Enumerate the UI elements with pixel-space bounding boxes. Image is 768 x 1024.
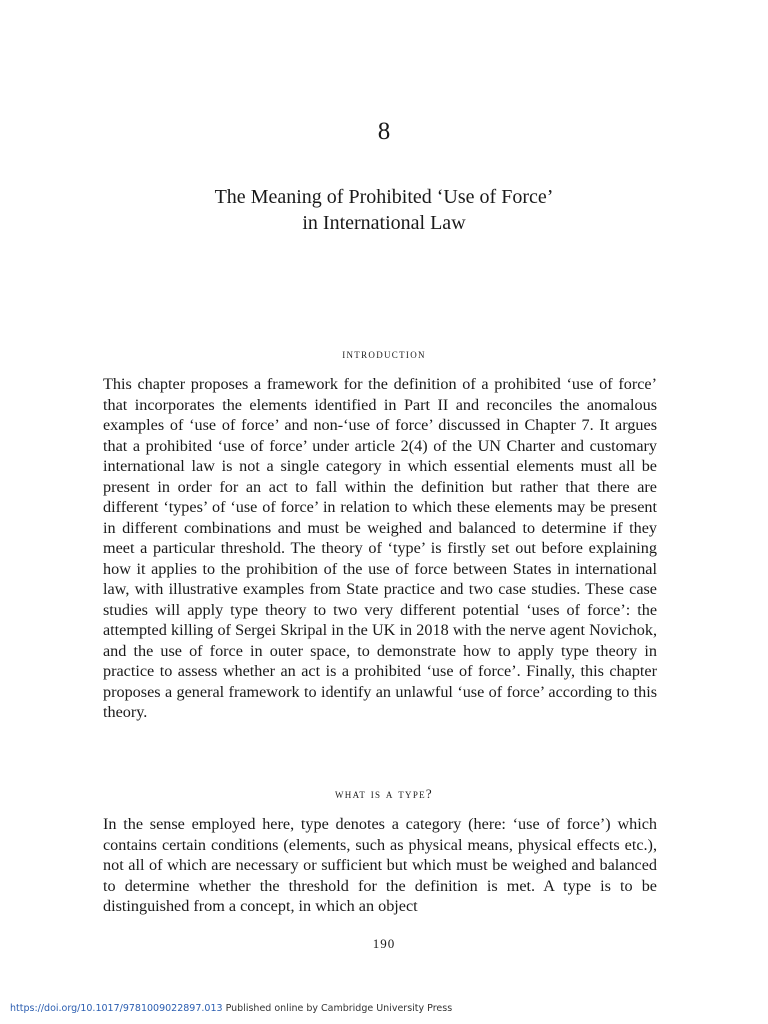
what-is-a-type-paragraph: In the sense employed here, type denotes a category (here: ‘use of force’) which contains certain conditions (elements, such as physical means, physical effects etc.), not all of which are necessary or sufficient but which must be weighed and balanced to determine whether the threshold for the definition is met. A type is to be distinguished from a concept, in which an object bbox=[103, 815, 657, 915]
published-notice: Published online by Cambridge University Press bbox=[225, 1003, 453, 1014]
chapter-title-line-2: in International Law bbox=[302, 212, 466, 234]
chapter-title-line-1: The Meaning of Prohibited ‘Use of Force’ bbox=[214, 186, 554, 208]
chapter-title bbox=[0, 184, 768, 236]
section-heading-introduction: introduction bbox=[342, 346, 426, 361]
introduction-paragraph: This chapter proposes a framework for the definition of a prohibited ‘use of force’ that incorporates the elements identified in Part II and reconciles the anomalous examples of ‘use of force’ and non-‘use of force’ discussed in Chapter 7. It argues that a prohibited ‘use of force’ under article 2(4) of the UN Charter and customary international law is not a single category in which essential elements must all be present in order for an act to fall within the definition but rather that there are different ‘types’ of ‘use of force’ in relation to which these elements may be present in different combinations and must be weighed and balanced to determine if they meet a particular threshold. The theory of ‘type’ is firstly set out before explaining how it applies to the prohibition of the use of force between States in international law, with illustrative examples from State practice and two case studies. These case studies will apply type theory to two very different potential ‘uses of force’: the attempted killing of Sergei Skripal in the UK in 2018 with the nerve agent Novichok, and the use of force in outer space, to demonstrate how to apply type theory in practice to assess whether an act is a prohibited ‘use of force’. Finally, this chapter proposes a general framework to identify an unlawful ‘use of force’ according to this theory. bbox=[103, 375, 657, 721]
page-number: 190 bbox=[372, 936, 396, 951]
footer bbox=[10, 1003, 452, 1014]
chapter-number: 8 bbox=[377, 118, 391, 145]
doi-link[interactable]: https://doi.org/10.1017/9781009022897.013 bbox=[10, 1003, 223, 1014]
section-heading-what-is-a-type: what is a type? bbox=[334, 786, 433, 801]
